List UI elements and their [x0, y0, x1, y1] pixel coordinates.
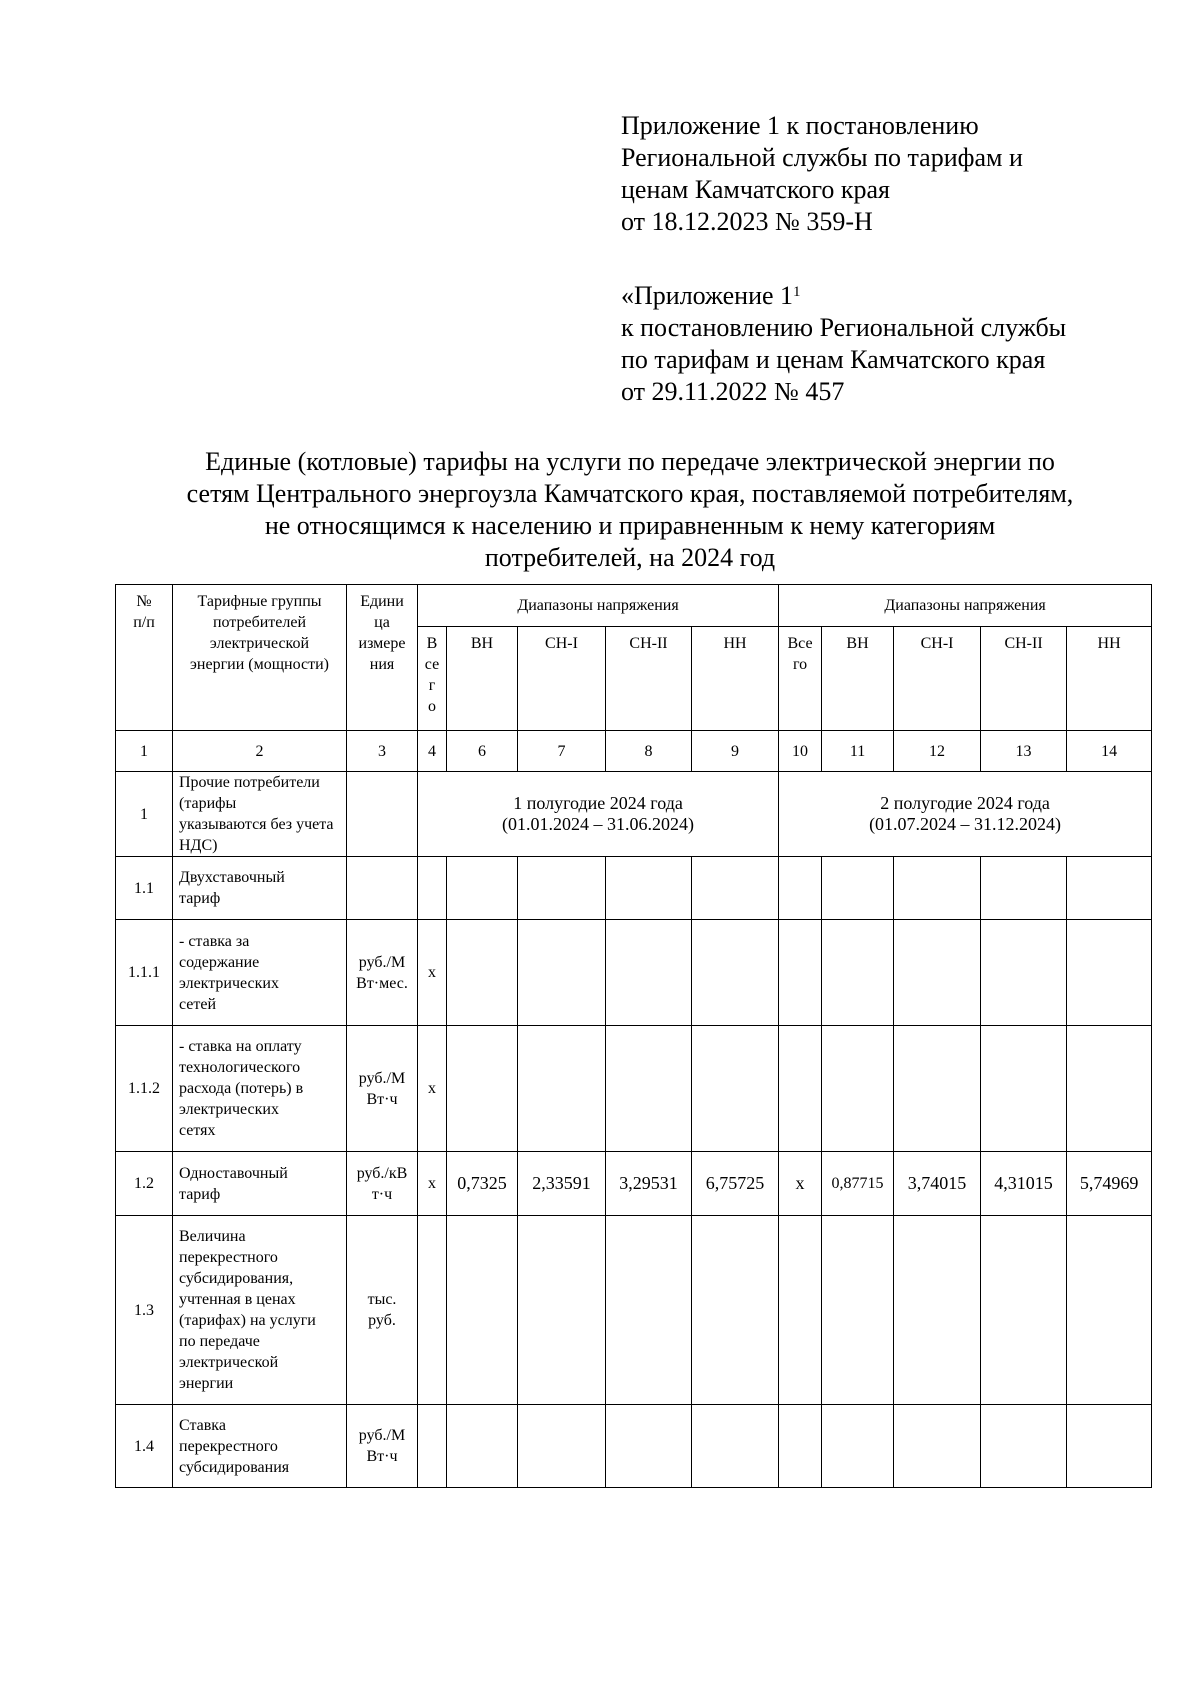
header-vn-1: ВН — [447, 627, 518, 731]
row-name: - ставка на оплату технологического расхода (потерь) в электрических сетях — [173, 1026, 347, 1152]
header-unit: Едини ца измере ния — [347, 585, 418, 731]
x-mark: х — [418, 1026, 447, 1152]
header-voltage-ranges-2: Диапазоны напряжения — [779, 585, 1152, 627]
annex-header — [621, 110, 1181, 238]
row-name: Прочие потребители (тарифы указываются без учета НДС) — [173, 772, 347, 857]
header-nn-2: НН — [1067, 627, 1152, 731]
annex-line: ценам Камчатского края — [621, 175, 890, 204]
header-sn2-2: СН-II — [981, 627, 1067, 731]
annex-original-line: «Приложение $1^1$ — [621, 281, 801, 310]
column-number: 3 — [347, 731, 418, 772]
header-num: № п/п — [116, 585, 173, 731]
row-unit: руб./кВ т·ч — [347, 1152, 418, 1216]
annex-original-line: к постановлению Региональной службы — [621, 313, 1067, 342]
row-name: - ставка за содержание электрических сетей — [173, 920, 347, 1026]
table-row — [116, 1152, 1152, 1216]
column-number: 2 — [173, 731, 347, 772]
row-number: 1.3 — [116, 1216, 173, 1405]
table-row — [116, 1405, 1152, 1488]
tariff-value: 6,75725 — [692, 1152, 779, 1216]
row-unit: тыс. руб. — [347, 1216, 418, 1405]
tariff-value: 0,7325 — [447, 1152, 518, 1216]
annex-line: от 18.12.2023 № 359-Н — [621, 207, 873, 236]
column-number: 4 — [418, 731, 447, 772]
table-row — [116, 920, 1152, 1026]
column-number: 7 — [518, 731, 606, 772]
row-unit: руб./М Вт·ч — [347, 1026, 418, 1152]
row-number: 1.4 — [116, 1405, 173, 1488]
header-voltage-ranges-1: Диапазоны напряжения — [418, 585, 779, 627]
annex-original-line: по тарифам и ценам Камчатского края — [621, 345, 1046, 374]
header-groups: Тарифные группы потребителей электрической энергии (мощности) — [173, 585, 347, 731]
half-year-2: 2 полугодие 2024 года (01.07.2024 – 31.12.2024) — [779, 772, 1152, 857]
header-sn2-1: СН-II — [606, 627, 692, 731]
tariff-value: 4,31015 — [981, 1152, 1067, 1216]
table-header-row — [116, 585, 1152, 627]
x-mark: х — [779, 1152, 822, 1216]
row-number: 1 — [116, 772, 173, 857]
row-name: Двухставочный тариф — [173, 857, 347, 920]
x-mark: х — [418, 920, 447, 1026]
column-number: 9 — [692, 731, 779, 772]
row-number: 1.1.1 — [116, 920, 173, 1026]
tariff-table — [115, 584, 1152, 1488]
annex-line: Региональной службы по тарифам и — [621, 143, 1023, 172]
column-numbers-row — [116, 731, 1152, 772]
header-sn1-1: СН-I — [518, 627, 606, 731]
row-unit — [347, 772, 418, 857]
header-sn1-2: СН-I — [894, 627, 981, 731]
table-row — [116, 1216, 1152, 1405]
column-number: 11 — [822, 731, 894, 772]
header-nn-1: НН — [692, 627, 779, 731]
column-number: 8 — [606, 731, 692, 772]
tariff-value: 5,74969 — [1067, 1152, 1152, 1216]
row-name: Одноставочный тариф — [173, 1152, 347, 1216]
tariff-value: 0,87715 — [822, 1152, 894, 1216]
column-number: 12 — [894, 731, 981, 772]
table-row — [116, 857, 1152, 920]
row-unit: руб./М Вт·мес. — [347, 920, 418, 1026]
column-number: 10 — [779, 731, 822, 772]
column-number: 1 — [116, 731, 173, 772]
header-vn-2: ВН — [822, 627, 894, 731]
column-number: 14 — [1067, 731, 1152, 772]
x-mark: х — [418, 1152, 447, 1216]
tariff-value: 3,74015 — [894, 1152, 981, 1216]
row-number: 1.1.2 — [116, 1026, 173, 1152]
tariff-value: 2,33591 — [518, 1152, 606, 1216]
header-vsego-2: Все го — [779, 627, 822, 731]
row-name: Ставка перекрестного субсидирования — [173, 1405, 347, 1488]
table-row — [116, 772, 1152, 857]
row-number: 1.1 — [116, 857, 173, 920]
column-number: 6 — [447, 731, 518, 772]
row-name: Величина перекрестного субсидирования, учтенная в ценах (тарифах) на услуги по передаче электрической энергии — [173, 1216, 347, 1405]
tariff-value: 3,29531 — [606, 1152, 692, 1216]
annex-line: Приложение 1 к постановлению — [621, 111, 979, 140]
table-row — [116, 1026, 1152, 1152]
row-number: 1.2 — [116, 1152, 173, 1216]
header-vsego-1: В се г о — [418, 627, 447, 731]
annex-original-header — [621, 280, 1181, 408]
document-title: Единые (котловые) тарифы на услуги по передаче электрической энергии по сетям Центрального энергоузла Камчатского края, поставляемой потребителям, не относящимся к населению и приравненным к нему категориям потребителей, на 2024 год — [186, 447, 1074, 572]
row-unit: руб./М Вт·ч — [347, 1405, 418, 1488]
half-year-1: 1 полугодие 2024 года (01.01.2024 – 31.06.2024) — [418, 772, 779, 857]
column-number: 13 — [981, 731, 1067, 772]
annex-original-line: от 29.11.2022 № 457 — [621, 377, 845, 406]
